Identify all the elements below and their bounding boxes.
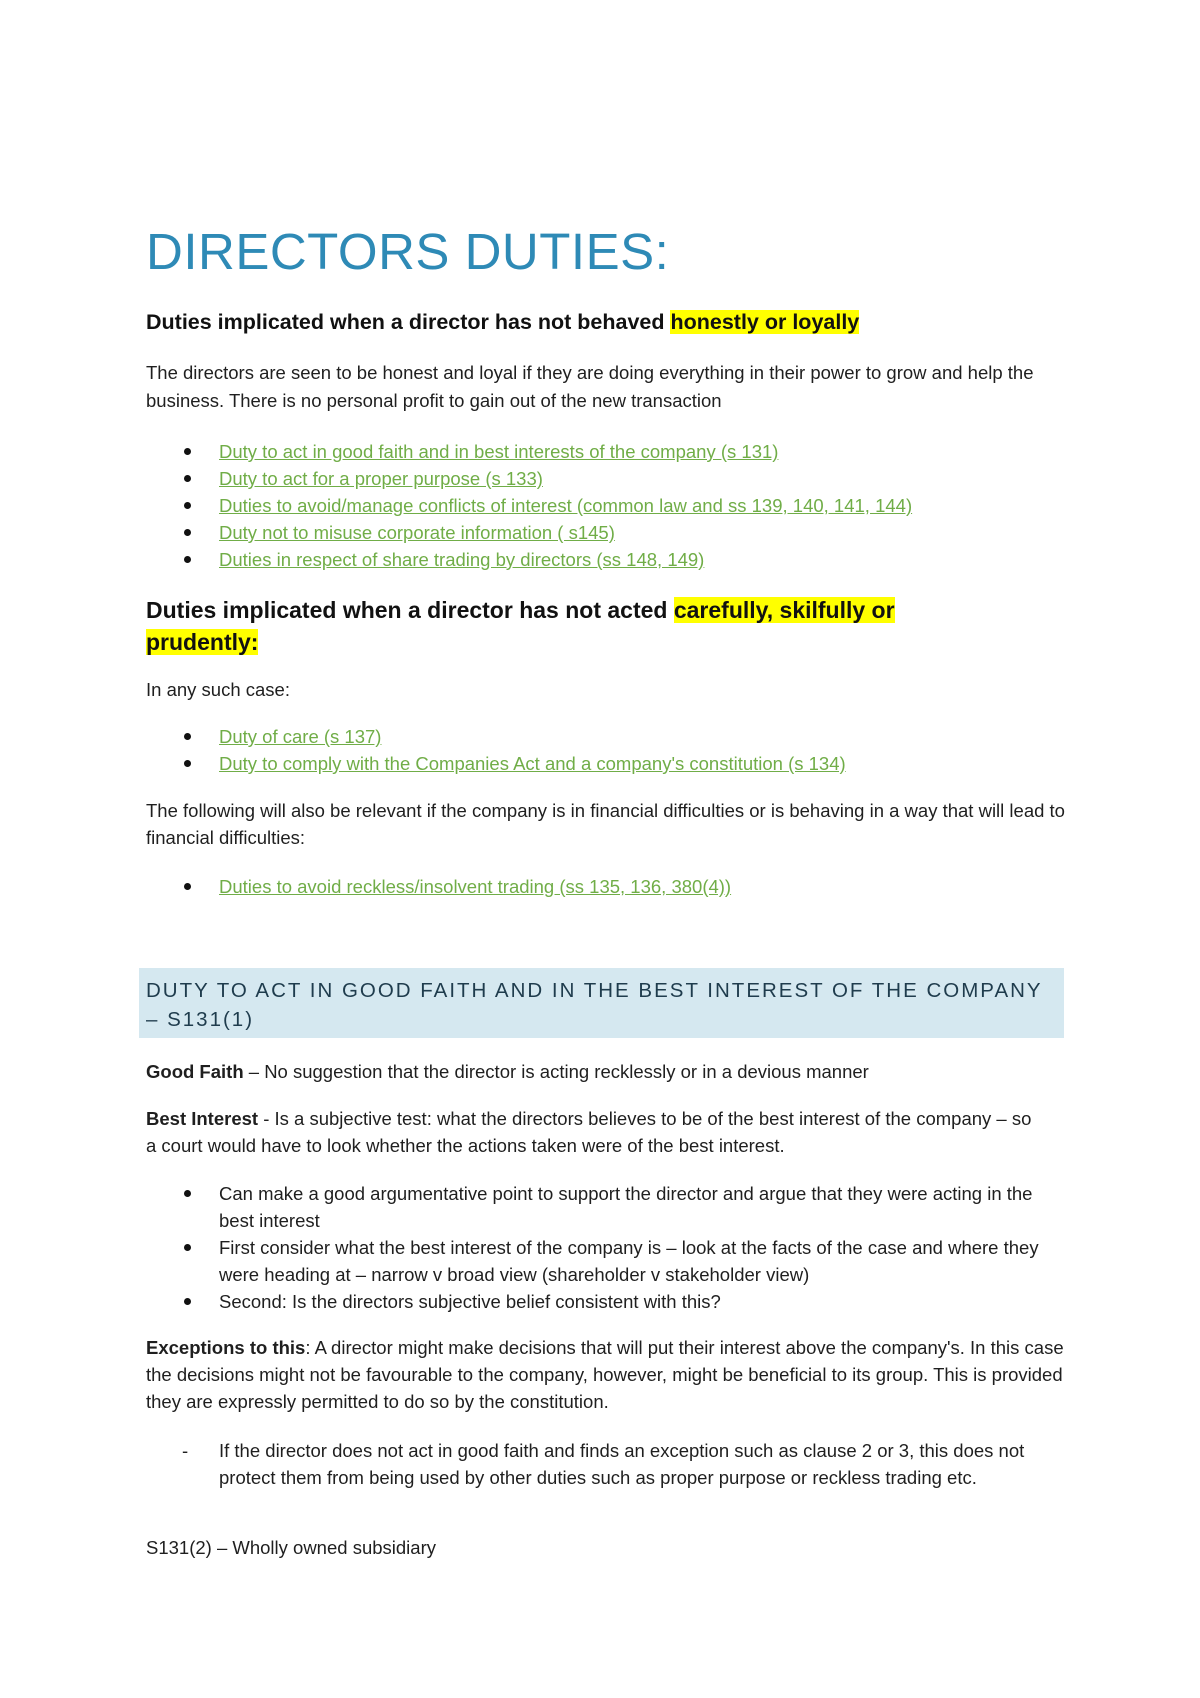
section2-heading-highlight: carefully, skilfully or xyxy=(673,597,895,623)
bullet-icon xyxy=(184,1190,191,1197)
section2-link-list-2 xyxy=(146,873,1066,900)
list-item xyxy=(146,750,1066,777)
bullet-icon xyxy=(184,475,191,482)
best-interest-text: - Is a subjective test: what the directors believes to be of the best interest of the company – so a court would have to look whether the actions taken were of the best interest. xyxy=(146,1108,1032,1156)
best-interest-bullets xyxy=(146,1180,1066,1315)
list-item xyxy=(146,438,1066,465)
link-duty-reckless-trading[interactable]: Duties to avoid reckless/insolvent trading (ss 135, 136, 380(4)) xyxy=(219,876,732,897)
page-title: DIRECTORS DUTIES: xyxy=(146,223,670,280)
section1-heading-text: Duties implicated when a director has not behaved xyxy=(146,310,671,334)
bullet-icon xyxy=(184,502,191,509)
good-faith-paragraph xyxy=(146,1058,869,1086)
section2-heading-text: Duties implicated when a director has not acted xyxy=(146,597,674,623)
bullet-icon xyxy=(184,448,191,455)
best-interest-paragraph xyxy=(146,1105,1046,1159)
exceptions-label: Exceptions to this xyxy=(146,1337,306,1358)
bullet-icon xyxy=(184,529,191,536)
good-faith-label: Good Faith xyxy=(146,1061,244,1082)
section2-link-list xyxy=(146,723,1066,777)
list-item xyxy=(146,723,1066,750)
link-duty-comply-act[interactable]: Duty to comply with the Companies Act and a company's constitution (s 134) xyxy=(219,753,846,774)
section2-paragraph-2: The following will also be relevant if the company is in financial difficulties or is behaving in a way that will lead to financial difficulties: xyxy=(146,800,1065,848)
bullet-icon xyxy=(184,556,191,563)
section3-heading: DUTY TO ACT IN GOOD FAITH AND IN THE BEST INTEREST OF THE COMPANY – S131(1) xyxy=(146,979,1043,1031)
section2-heading-highlight-2: prudently: xyxy=(146,629,259,655)
bullet-text: Second: Is the directors subjective belief consistent with this? xyxy=(219,1291,721,1312)
bullet-icon xyxy=(184,733,191,740)
bullet-icon xyxy=(184,760,191,767)
bullet-text: Can make a good argumentative point to support the director and argue that they were acting in the best interest xyxy=(219,1183,1033,1231)
list-item xyxy=(146,873,1066,900)
link-duty-corporate-info[interactable]: Duty not to misuse corporate information ( s145) xyxy=(219,522,615,543)
exceptions-text: : A director might make decisions that will put their interest above the company's. In this case the decisions might not be favourable to the company, however, might be beneficial to its group. This is provided they are expressly permitted to do so by the constitution. xyxy=(146,1337,1064,1412)
list-item xyxy=(146,546,1066,573)
section2-heading xyxy=(146,594,1046,658)
section3-heading-band xyxy=(139,968,1064,1038)
link-duty-good-faith[interactable]: Duty to act in good faith and in best interests of the company (s 131) xyxy=(219,441,779,462)
bullet-icon xyxy=(184,883,191,890)
dash-item-text: If the director does not act in good faith and finds an exception such as clause 2 or 3, this does not protect them from being used by other duties such as proper purpose or reckless trading etc. xyxy=(219,1440,1025,1488)
section1-heading xyxy=(146,310,859,335)
bullet-text: First consider what the best interest of the company is – look at the facts of the case and where they were heading at – narrow v broad view (shareholder v stakeholder view) xyxy=(219,1237,1039,1285)
list-item xyxy=(146,1288,1066,1315)
section1-paragraph: The directors are seen to be honest and loyal if they are doing everything in their power to grow and help the business. There is no personal profit to gain out of the new transaction xyxy=(146,362,1034,411)
list-item xyxy=(146,1180,1066,1234)
section2-paragraph: In any such case: xyxy=(146,679,290,700)
s131-2-paragraph: S131(2) – Wholly owned subsidiary xyxy=(146,1537,436,1558)
exceptions-dash-list xyxy=(146,1437,1066,1491)
list-item xyxy=(146,1437,1066,1491)
good-faith-text: – No suggestion that the director is acting recklessly or in a devious manner xyxy=(243,1061,869,1082)
section1-link-list xyxy=(146,438,1066,573)
dash-icon: - xyxy=(182,1440,189,1461)
link-duty-of-care[interactable]: Duty of care (s 137) xyxy=(219,726,382,747)
link-duty-proper-purpose[interactable]: Duty to act for a proper purpose (s 133) xyxy=(219,468,543,489)
link-duty-share-trading[interactable]: Duties in respect of share trading by directors (ss 148, 149) xyxy=(219,549,705,570)
best-interest-label: Best Interest xyxy=(146,1108,259,1129)
bullet-icon xyxy=(184,1298,191,1305)
bullet-icon xyxy=(184,1244,191,1251)
list-item xyxy=(146,1234,1066,1288)
list-item xyxy=(146,492,1066,519)
exceptions-paragraph xyxy=(146,1334,1066,1415)
list-item xyxy=(146,465,1066,492)
link-duty-conflicts[interactable]: Duties to avoid/manage conflicts of interest (common law and ss 139, 140, 141, 144) xyxy=(219,495,913,516)
list-item xyxy=(146,519,1066,546)
section1-heading-highlight: honestly or loyally xyxy=(670,310,860,334)
